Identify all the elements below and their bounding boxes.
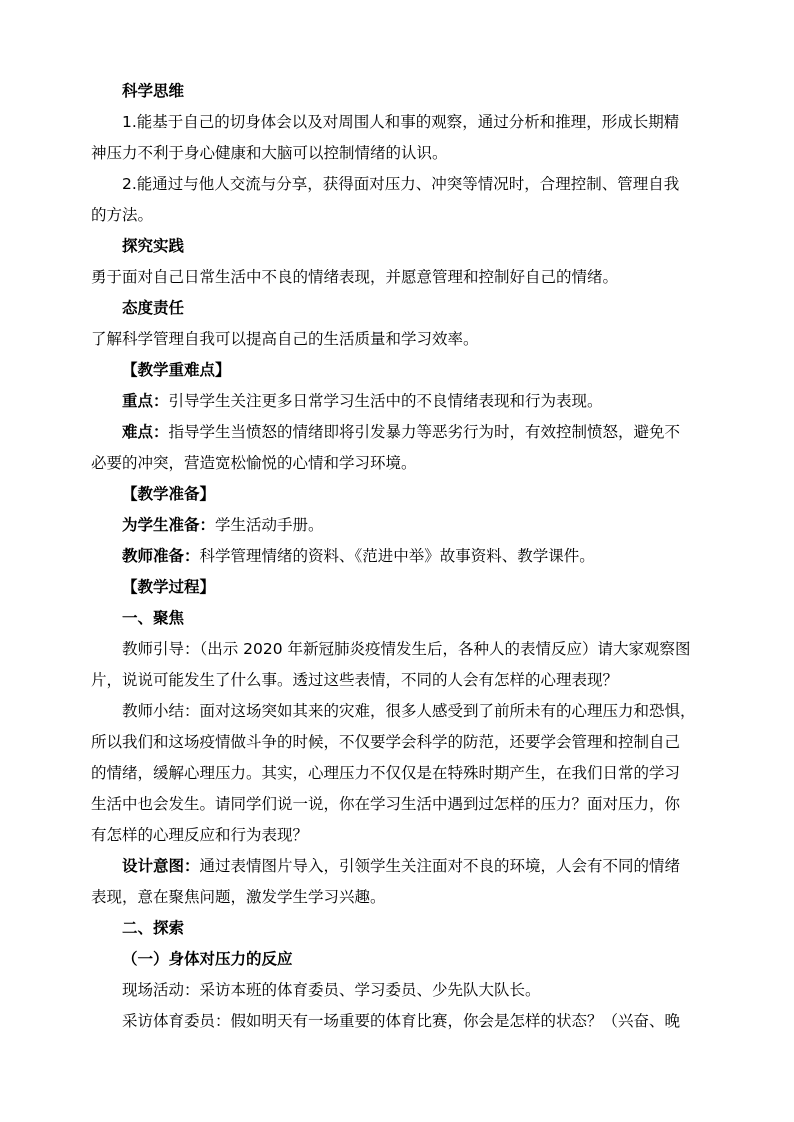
paragraph-line: 教师引导：（出示 2020 年新冠肺炎疫情发生后，各种人的表情反应）请大家观察图 (122, 640, 691, 658)
key-difficulty-label: 难点： (122, 423, 169, 441)
section-heading-scientific-thinking: 科学思维 (122, 82, 185, 100)
key-difficulty-text: 指导学生当愤怒的情绪即将引发暴力等恶劣行为时，有效控制愤怒，避免不 (168, 423, 681, 441)
section-heading-focus: 一、聚焦 (122, 609, 185, 627)
paragraph-line (122, 541, 706, 572)
section-heading-attitude-responsibility: 态度责任 (122, 299, 185, 317)
prep-teacher-label: 教师准备： (122, 547, 200, 565)
paragraph-line: 片，说说可能发生了什么事。透过这些表情，不同的人会有怎样的心理表现？ (91, 671, 619, 689)
paragraph-line: 有怎样的心理反应和行为表现？ (91, 826, 309, 844)
document-body (91, 76, 706, 1037)
paragraph-line (122, 851, 706, 882)
paragraph-line: 的情绪，缓解心理压力。其实，心理压力不仅仅是在特殊时期产生，在我们日常的学习 (91, 764, 681, 782)
section-heading-teaching-process: 【教学过程】 (122, 578, 216, 596)
paragraph-line: 生活中也会发生。请同学们说一说，你在学习生活中遇到过怎样的压力？面对压力，你 (91, 795, 681, 813)
prep-teacher-text: 科学管理情绪的资料、《范进中举》故事资料、教学课件。 (199, 547, 595, 565)
paragraph-line: 教师小结：面对这场突如其来的灾难，很多人感受到了前所未有的心理压力和恐惧， (122, 702, 696, 720)
section-heading-key-difficulties: 【教学重难点】 (122, 361, 231, 379)
prep-student-text: 学生活动手册。 (215, 516, 324, 534)
key-focus-label: 重点： (122, 392, 169, 410)
paragraph-line: 采访体育委员：假如明天有一场重要的体育比赛，你会是怎样的状态？（兴奋、晚 (122, 1012, 681, 1030)
paragraph-line: 勇于面对自己日常生活中不良的情绪表现，并愿意管理和控制好自己的情绪。 (91, 268, 619, 286)
key-focus-text: 引导学生关注更多日常学习生活中的不良情绪表现和行为表现。 (168, 392, 603, 410)
paragraph-line: 必要的冲突，营造宽松愉悦的心情和学习环境。 (91, 454, 417, 472)
paragraph-line: 的方法。 (91, 206, 154, 224)
paragraph-line: 1.能基于自己的切身体会以及对周围人和事的观察，通过分析和推理，形成长期精 (122, 113, 680, 131)
paragraph-line (122, 417, 706, 448)
design-intent-label: 设计意图： (122, 857, 200, 875)
design-intent-text: 通过表情图片导入，引领学生关注面对不良的环境，人会有不同的情绪 (199, 857, 681, 875)
paragraph-line: 所以我们和这场疫情做斗争的时候，不仅要学会科学的防范，还要学会管理和控制自己 (91, 733, 681, 751)
section-heading-teaching-prep: 【教学准备】 (122, 485, 216, 503)
subsection-heading-body-reaction: （一）身体对压力的反应 (122, 950, 293, 968)
paragraph-line: 表现，意在聚焦问题，激发学生学习兴趣。 (91, 888, 386, 906)
paragraph-line: 了解科学管理自我可以提高自己的生活质量和学习效率。 (91, 330, 479, 348)
paragraph-line (122, 386, 706, 417)
paragraph-line: 现场活动：采访本班的体育委员、学习委员、少先队大队长。 (122, 981, 541, 999)
paragraph-line (122, 510, 706, 541)
paragraph-line: 神压力不利于身心健康和大脑可以控制情绪的认识。 (91, 144, 448, 162)
prep-student-label: 为学生准备： (122, 516, 216, 534)
section-heading-inquiry-practice: 探究实践 (122, 237, 185, 255)
paragraph-line: 2.能通过与他人交流与分享，获得面对压力、冲突等情况时，合理控制、管理自我 (122, 175, 680, 193)
section-heading-explore: 二、探索 (122, 919, 185, 937)
